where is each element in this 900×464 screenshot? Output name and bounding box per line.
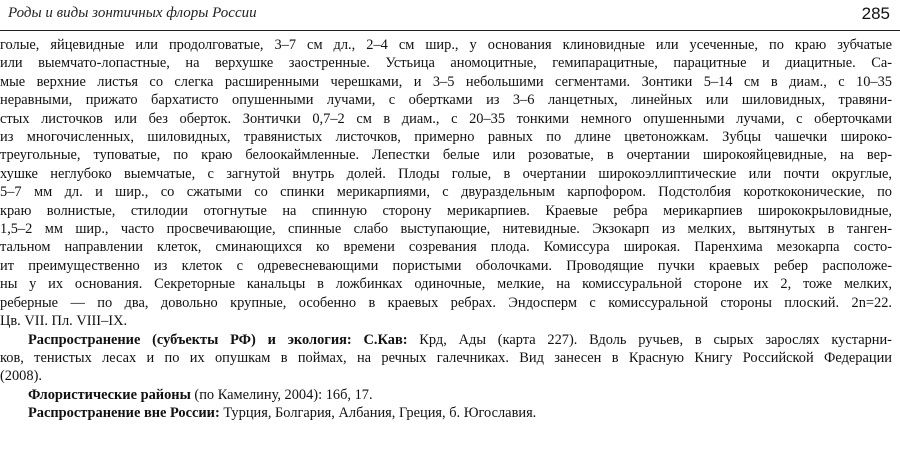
outside-russia-label: Распространение вне России: xyxy=(28,405,220,422)
description-line: стых листочков или без оберток. Зонтички 0,7–2 см в диам., с 20–35 тонкими немного опушенными лучами, с оберточками xyxy=(0,110,892,127)
description-line: 1,5–2 мм шир., часто просвечивающие, спинные слабо выступающие, нитевидные. Экзокарп из мелких, вытянутых в танген- xyxy=(0,221,892,238)
description-line: хушке неглубоко выемчатые, с загнутой внутрь долей. Плоды голые, в очертании широкоэллиптические или почти округлые, xyxy=(0,165,892,182)
distribution-line: (2008). xyxy=(0,368,42,385)
description-line: 5–7 мм дл. и шир., со сжатыми со спинки мерикарпиями, с двураздельным карпофором. Подстолбия короткоконические, по xyxy=(0,184,892,201)
running-title: Роды и виды зонтичных флоры России xyxy=(8,5,257,21)
distribution-text: Крд, Ады (карта 227). Вдоль ручьев, в сырых зарослях кустарни- xyxy=(407,331,892,348)
description-line: голые, яйцевидные или продолговатые, 3–7 см дл., 2–4 см шир., у основания клиновидные или усеченные, по краю зубчатые xyxy=(0,37,892,53)
species-description xyxy=(0,36,892,423)
description-line: неравными, прижато бархатисто опушенными лучами, с обертками из 3–6 ланцетных, линейных или шиловидных, травяни- xyxy=(0,92,892,109)
floristic-regions-text: (по Камелину, 2004): 16б, 17. xyxy=(190,386,373,403)
distribution-label: Распространение (субъекты РФ) и экология: xyxy=(28,331,352,348)
distribution-line xyxy=(0,331,892,349)
description-line: краю волнистые, стилодии отогнутые на спинную сторону мерикарпиев. Краевые ребра мерикарпиев ширококрыловидные, xyxy=(0,202,892,219)
page-number: 285 xyxy=(861,4,890,23)
page-header xyxy=(0,0,900,31)
floristic-regions-line xyxy=(0,386,892,404)
description-line: реберные — по два, довольно крупные, особенно в краевых ребрах. Эндосперм с комиссуральной стороны плоский. 2n=22. xyxy=(0,294,892,311)
description-line: тальном направлении клеток, сминающихся ко времени созревания плода. Комиссура широкая. Паренхима мезокарпа состо- xyxy=(0,239,892,256)
description-line: Цв. VII. Пл. VIII–IX. xyxy=(0,313,128,330)
distribution-line: ков, тенистых лесах и по их опушкам в поймах, на речных галечниках. Вид занесен в Красную Книгу Российской Федерации xyxy=(0,349,892,366)
description-line: из многочисленных, шиловидных, травянистых листочков, примерно равных по длине цветоножкам. Зубцы чашечки широко- xyxy=(0,129,892,146)
description-line: мые верхние листья со слегка расширенными черешками, и 3–5 небольшими сегментами. Зонтики 5–14 см в диам., с 10–35 xyxy=(0,73,892,90)
description-line: треугольные, туповатые, по краю белоокаймленные. Лепестки белые или розоватые, в очертании широкояйцевидные, на вер- xyxy=(0,147,892,164)
floristic-regions-label: Флористические районы xyxy=(28,386,191,403)
description-line: ны у их основания. Секреторные канальцы в ложбинках одиночные, мелкие, на комиссуральной стороне их 2, тоже мелких, xyxy=(0,276,892,293)
description-line: ит преимущественно из клеток с одревесневающими пористыми оболочками. Проводящие пучки краевых ребер расположе- xyxy=(0,257,892,274)
description-line: или выемчато-лопастные, на верхушке заостренные. Устьица аномоцитные, гемипарацитные, парацитные и диацитные. Са- xyxy=(0,55,892,72)
distribution-region: С.Кав: xyxy=(363,331,408,348)
outside-russia-line xyxy=(0,404,892,422)
outside-russia-text: Турция, Болгария, Албания, Греция, б. Югославия. xyxy=(219,405,537,422)
